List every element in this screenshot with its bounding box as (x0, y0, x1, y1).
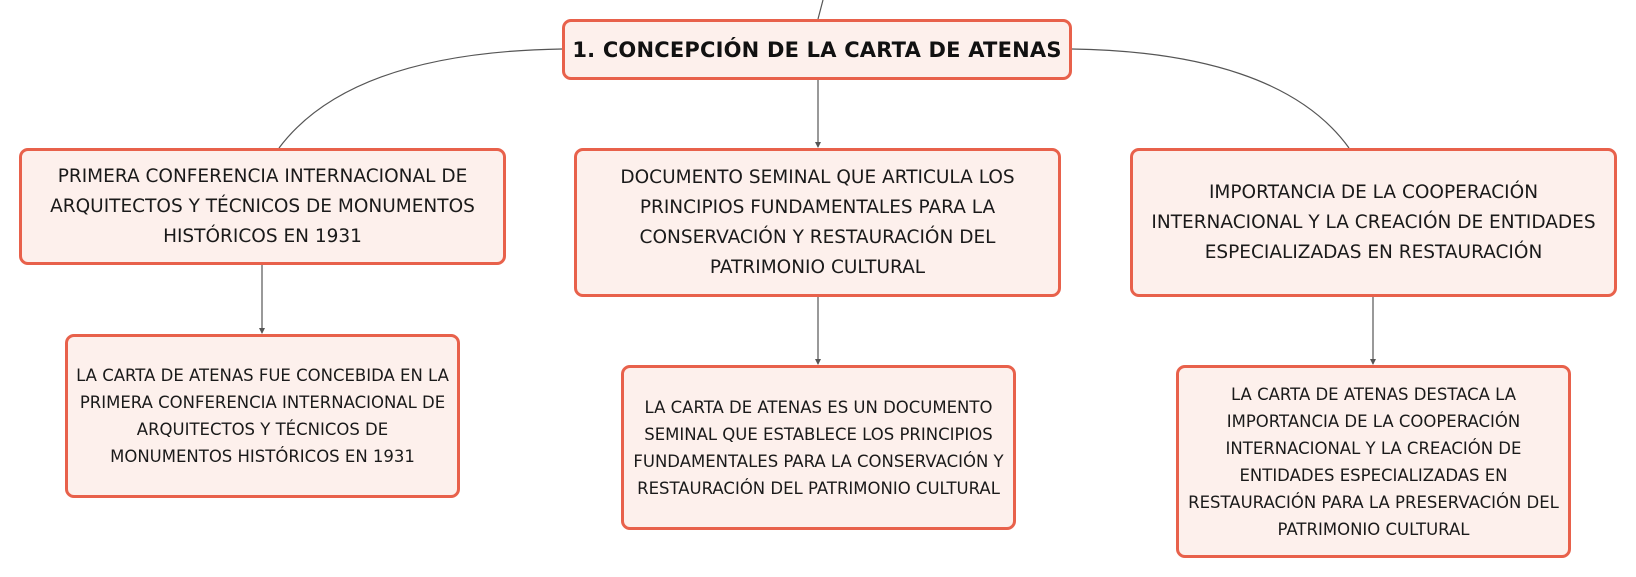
root-topic-node[interactable] (562, 19, 1072, 80)
subtopic-node-cooperation[interactable] (1130, 148, 1617, 297)
detail-node-conference[interactable] (65, 334, 460, 498)
detail-node-seminal-document[interactable] (621, 365, 1016, 530)
subtopic-label: IMPORTANCIA DE LA COOPERACIÓN INTERNACIONAL Y LA CREACIÓN DE ENTIDADES ESPECIALIZADAS EN RESTAURACIÓN (1151, 181, 1596, 263)
connector-root-to-branch-3 (1072, 49, 1349, 148)
subtopic-node-conference[interactable] (19, 148, 506, 265)
detail-label: LA CARTA DE ATENAS FUE CONCEBIDA EN LA PRIMERA CONFERENCIA INTERNACIONAL DE ARQUITECTOS Y TÉCNICOS DE MONUMENTOS HISTÓRICOS EN 1931 (76, 366, 449, 466)
subtopic-label: PRIMERA CONFERENCIA INTERNACIONAL DE ARQUITECTOS Y TÉCNICOS DE MONUMENTOS HISTÓRICOS EN 1931 (50, 165, 475, 247)
subtopic-label: DOCUMENTO SEMINAL QUE ARTICULA LOS PRINCIPIOS FUNDAMENTALES PARA LA CONSERVACIÓN Y RESTAURACIÓN DEL PATRIMONIO CULTURAL (620, 166, 1015, 278)
detail-node-cooperation[interactable] (1176, 365, 1571, 558)
detail-label: LA CARTA DE ATENAS DESTACA LA IMPORTANCIA DE LA COOPERACIÓN INTERNACIONAL Y LA CREACIÓN DE ENTIDADES ESPECIALIZADAS EN RESTAURACIÓN PARA LA PRESERVACIÓN DEL PATRIMONIO CULTURAL (1188, 384, 1559, 539)
subtopic-node-seminal-document[interactable] (574, 148, 1061, 297)
detail-label: LA CARTA DE ATENAS ES UN DOCUMENTO SEMINAL QUE ESTABLECE LOS PRINCIPIOS FUNDAMENTALES PARA LA CONSERVACIÓN Y RESTAURACIÓN DEL PATRIMONIO CULTURAL (633, 397, 1004, 498)
root-topic-label: 1. CONCEPCIÓN DE LA CARTA DE ATENAS (572, 37, 1062, 62)
connector-parent-to-root (818, 0, 823, 19)
connector-root-to-branch-1 (279, 49, 562, 148)
